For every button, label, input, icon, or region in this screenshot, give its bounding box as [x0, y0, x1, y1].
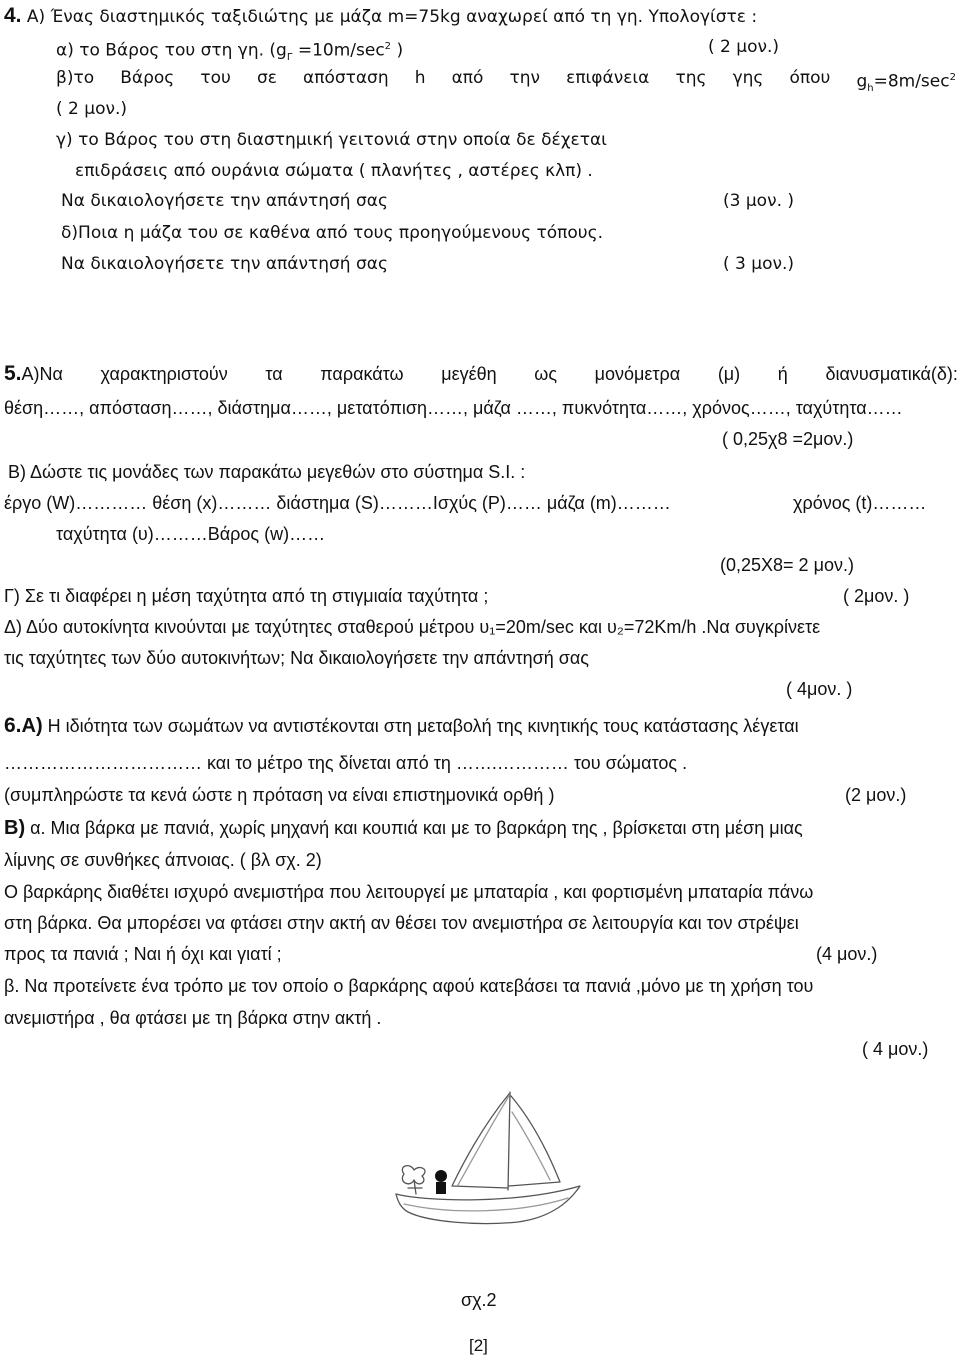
q6-b-line6: β. Να προτείνετε ένα τρόπο με τον οποίο ο βαρκάρης αφού κατεβάσει τα πανιά ,μόνο με τη χρήση του	[4, 976, 814, 996]
q4-b-sub: h	[867, 83, 874, 95]
q4-b-word: h	[414, 68, 426, 88]
q5-b-row1-end: χρόνος (t)………	[793, 493, 927, 513]
q5-a-list: θέση……, απόσταση……, διάστημα……, μετατόπιση……, μάζα ……, πυκνότητα……, χρόνος……, ταχύτητα……	[4, 398, 903, 418]
sailboat-sketch	[368, 1082, 598, 1232]
q4-heading	[4, 6, 757, 27]
q6-a-label: Α)	[21, 715, 43, 737]
q5-a-points: ( 0,25χ8 =2μον.)	[722, 429, 854, 449]
q5-b-points: (0,25Χ8= 2 μον.)	[720, 555, 854, 575]
boatman-head	[435, 1170, 447, 1182]
q5-a-word: χαρακτηριστούν	[100, 364, 228, 384]
q4-b-word: όπου	[789, 68, 831, 88]
q4-c-line3: Να δικαιολογήσετε την απάντησή σας	[61, 191, 388, 211]
boatman-body	[436, 1182, 446, 1194]
q5-d-points: ( 4μον. )	[786, 679, 853, 699]
q4-b-word: Βάρος	[120, 68, 175, 88]
boat-hull	[396, 1186, 580, 1224]
q6-b-line5: προς τα πανιά ; Ναι ή όχι και γιατί ;	[4, 944, 282, 964]
q4-a-value: =10m/sec	[292, 40, 385, 61]
q6-a-line3: (συμπληρώστε τα κενά ώστε η πρόταση να είναι επιστημονικά ορθή )	[4, 785, 555, 805]
q4-b-word: την	[509, 68, 541, 88]
q5-c-points: ( 2μον. )	[843, 586, 910, 606]
q6-b-points-1: (4 μον.)	[816, 944, 878, 964]
jib-sail	[509, 1096, 560, 1186]
q5-a-word: τα	[265, 364, 283, 384]
q5-a-word: μεγέθη	[441, 364, 497, 384]
q4-d-line2: Να δικαιολογήσετε την απάντησή σας	[61, 254, 388, 274]
q5-a-word: ως	[534, 364, 558, 384]
q4-a	[56, 37, 403, 68]
q6-b-line3: Ο βαρκάρης διαθέτει ισχυρό ανεμιστήρα που λειτουργεί με μπαταρία , και φορτισμένη μπαταρία πάνω	[4, 882, 814, 902]
q4-b-word: του	[200, 68, 231, 88]
q5-d-line1: Δ) Δύο αυτοκίνητα κινούνται με ταχύτητες σταθερού μέτρου υ₁=20m/sec και υ₂=72Km/h .Να συγκρίνετε	[4, 617, 821, 637]
q4-a-close: )	[391, 40, 404, 61]
q6-number: 6.	[4, 714, 22, 737]
mast	[508, 1092, 510, 1190]
q6-a-line2: …………………………… και το μέτρο της δίνεται από τη …….………… του σώματος .	[4, 753, 688, 773]
q4-a-text: α) το Βάρος του στη γη. (g	[56, 40, 287, 61]
q4-b-sup: 2	[949, 72, 956, 83]
q4-b-word: β)το	[56, 68, 95, 88]
q6-a-line1	[4, 716, 799, 736]
q4-d-line1: δ)Ποια η μάζα του σε καθένα από τους προηγούμενους τόπους.	[61, 223, 604, 243]
figure-caption: σχ.2	[461, 1290, 497, 1310]
q4-number: 4.	[4, 4, 22, 27]
q4-b-word: της	[675, 68, 707, 88]
q4-d-points: ( 3 μον.)	[723, 254, 795, 274]
q4-b-word: επιφάνεια	[566, 68, 650, 88]
q5-b-row1: έργο (W)………… θέση (x)……… διάστημα (S)………Ισχύς (P)…… μάζα (m)………	[4, 493, 671, 513]
q5-a-word: ή	[777, 364, 788, 384]
q4-a-points: ( 2 μον.)	[708, 37, 780, 57]
q6-b-line1	[4, 818, 803, 838]
q5-a-head	[4, 364, 63, 384]
q4-b	[56, 68, 956, 99]
q5-c-text: Γ) Σε τι διαφέρει η μέση ταχύτητα από τη στιγμιαία ταχύτητα ;	[4, 586, 489, 606]
q4-c-line2: επιδράσεις από ουράνια σώματα ( πλανήτες , αστέρες κλπ) .	[75, 161, 593, 181]
q5-d-line2: τις ταχύτητες των δύο αυτοκινήτων; Να δικαιολογήσετε την απάντησή σας	[4, 648, 589, 668]
q4-a-sup: 2	[384, 41, 392, 52]
q4-c-line1: γ) το Βάρος του στη διαστημική γειτονιά στην οποία δε δέχεται	[56, 130, 607, 150]
q4-intro: Α) Ένας διαστημικός ταξιδιώτης με μάζα m=75kg αναχωρεί από τη γη. Υπολογίστε :	[26, 7, 758, 27]
q5-a-word: (μ)	[717, 364, 741, 384]
q4-b-word: απόσταση	[303, 68, 389, 88]
q5-a-word: διανυσματικά(δ):	[825, 364, 958, 384]
q5-a-word: Α)Να	[21, 364, 63, 384]
q6-b-line4: στη βάρκα. Θα μπορέσει να φτάσει στην ακτή αν θέσει τον ανεμιστήρα σε λειτουργία και τον στρέψει	[4, 913, 799, 933]
q6-a-points: (2 μον.)	[845, 785, 907, 805]
q4-c-points: (3 μον. )	[723, 191, 795, 211]
q5-a-line1	[4, 364, 958, 384]
q5-number: 5.	[4, 362, 22, 385]
q4-b-points: ( 2 μον.)	[56, 99, 128, 119]
q6-b-text: α. Μια βάρκα με πανιά, χωρίς μηχανή και κουπιά και με το βαρκάρη της , βρίσκεται στη μέση μιας	[25, 818, 803, 838]
q6-b-line2: λίμνης σε συνθήκες άπνοιας. ( βλ σχ. 2)	[4, 850, 322, 870]
q4-b-word: σε	[256, 68, 277, 88]
q4-b-value: =8m/sec	[873, 71, 950, 92]
page-number: [2]	[469, 1336, 488, 1355]
q4-b-word: από	[451, 68, 484, 88]
q6-a-text: Η ιδιότητα των σωμάτων να αντιστέκονται στη μεταβολή της κινητικής τους κατάστασης λέγεται	[42, 716, 799, 736]
q5-a-word: μονόμετρα	[594, 364, 681, 384]
q5-b-row2: ταχύτητα (υ)………Βάρος (w)……	[56, 524, 326, 544]
q6-b-points-2: ( 4 μον.)	[862, 1039, 929, 1059]
q4-b-word: γης	[732, 68, 764, 88]
main-sail	[452, 1094, 509, 1188]
q4-b-formula	[856, 68, 956, 99]
q6-b-label: Β)	[4, 817, 26, 839]
q4-b-g: g	[856, 71, 868, 92]
q5-b-text: Β) Δώστε τις μονάδες των παρακάτω μεγεθών στο σύστημα S.I. :	[8, 462, 526, 482]
q4-a-sub: Γ	[286, 52, 293, 64]
q6-b-line7: ανεμιστήρα , θα φτάσει με τη βάρκα στην ακτή .	[4, 1008, 382, 1028]
q5-a-word: παρακάτω	[320, 364, 404, 384]
